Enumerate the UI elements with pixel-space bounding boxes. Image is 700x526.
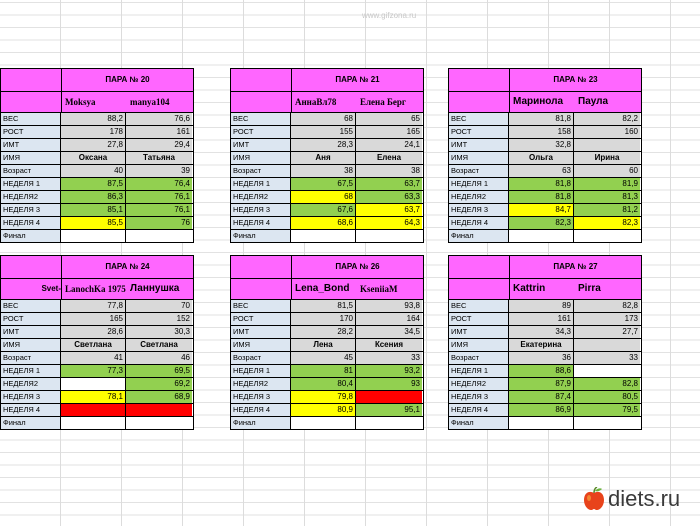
pair-block-20: [0, 68, 194, 243]
participant-name[interactable]: Pirra: [578, 283, 601, 294]
value-cell[interactable]: 161: [126, 126, 192, 138]
value-cell[interactable]: [61, 378, 126, 390]
value-cell[interactable]: 33: [574, 352, 640, 364]
value-cell[interactable]: 68: [291, 113, 356, 125]
value-cell[interactable]: Лена: [291, 339, 356, 351]
participant-name[interactable]: manya104: [130, 97, 170, 107]
row-label[interactable]: ВЕС: [1, 300, 61, 312]
value-cell[interactable]: 82,2: [574, 113, 640, 125]
stat-row: [449, 139, 641, 152]
row-label[interactable]: Возраст: [231, 165, 291, 177]
value-cell[interactable]: [574, 339, 640, 351]
value-cell[interactable]: 81: [291, 365, 356, 377]
row-label[interactable]: НЕДЕЛЯ 3: [1, 204, 61, 216]
participant-name[interactable]: Ланнушка: [130, 283, 180, 294]
row-label[interactable]: Финал: [1, 417, 61, 429]
value-cell[interactable]: 79,5: [574, 404, 640, 416]
value-cell[interactable]: 38: [356, 165, 422, 177]
value-cell[interactable]: 88,6: [509, 365, 574, 377]
row-label[interactable]: ИМТ: [231, 326, 291, 338]
row-label[interactable]: РОСТ: [231, 313, 291, 325]
row-label[interactable]: НЕДЕЛЯ 4: [449, 404, 509, 416]
row-label[interactable]: НЕДЕЛЯ2: [449, 378, 509, 390]
stat-row: [449, 417, 641, 429]
stat-row: [1, 152, 193, 165]
value-cell[interactable]: 85,1: [61, 204, 126, 216]
value-cell[interactable]: 40: [61, 165, 126, 177]
title-lead-cell[interactable]: [1, 69, 62, 91]
row-label[interactable]: Возраст: [231, 352, 291, 364]
stat-row: [231, 391, 423, 404]
names-lead-cell[interactable]: [1, 92, 62, 112]
stat-row: [231, 152, 423, 165]
row-label[interactable]: ИМТ: [449, 326, 509, 338]
stat-row: [449, 113, 641, 126]
stat-row: [449, 204, 641, 217]
value-cell[interactable]: [356, 417, 422, 429]
names-lead-cell[interactable]: Svet-: [1, 279, 62, 299]
stat-row: [449, 152, 641, 165]
stat-row: [231, 313, 423, 326]
stat-row: [231, 417, 423, 429]
participant-names-row: [449, 92, 641, 113]
stat-row: [449, 126, 641, 139]
value-cell[interactable]: 33: [356, 352, 422, 364]
stat-row: [1, 352, 193, 365]
stat-row: [231, 365, 423, 378]
participant-name[interactable]: KseniiaM: [360, 284, 398, 294]
value-cell[interactable]: Елена: [356, 152, 422, 164]
stat-row: [231, 378, 423, 391]
row-label[interactable]: Финал: [231, 417, 291, 429]
value-cell[interactable]: 30,3: [126, 326, 192, 338]
title-lead-cell[interactable]: [449, 256, 510, 278]
pair-title-row: [231, 69, 423, 92]
stat-row: [231, 178, 423, 191]
value-cell[interactable]: 76: [126, 217, 192, 229]
row-label[interactable]: НЕДЕЛЯ 4: [449, 217, 509, 229]
value-cell[interactable]: [61, 417, 126, 429]
pair-block-21: [230, 68, 424, 243]
value-cell[interactable]: 70: [126, 300, 192, 312]
value-cell[interactable]: 67,6: [291, 204, 356, 216]
value-cell[interactable]: 82,8: [574, 300, 640, 312]
names-lead-cell[interactable]: [449, 279, 510, 299]
row-label[interactable]: НЕДЕЛЯ 1: [449, 178, 509, 190]
participant-name[interactable]: Елена Берг: [360, 97, 407, 107]
value-cell[interactable]: 178: [61, 126, 126, 138]
row-label[interactable]: ИМЯ: [1, 339, 61, 351]
row-label[interactable]: ВЕС: [231, 300, 291, 312]
row-label[interactable]: ИМТ: [449, 139, 509, 151]
value-cell[interactable]: 38: [291, 165, 356, 177]
participant-name[interactable]: Паула: [578, 96, 609, 107]
value-cell[interactable]: 67,5: [291, 178, 356, 190]
value-cell[interactable]: [291, 417, 356, 429]
value-cell[interactable]: 77,3: [61, 365, 126, 377]
value-cell[interactable]: [61, 230, 126, 242]
row-label[interactable]: НЕДЕЛЯ2: [449, 191, 509, 203]
value-cell[interactable]: Ксения: [356, 339, 422, 351]
stat-row: [231, 191, 423, 204]
title-lead-cell[interactable]: [449, 69, 510, 91]
value-cell[interactable]: 93,2: [356, 365, 422, 377]
pair-title-row: [449, 69, 641, 92]
row-label[interactable]: НЕДЕЛЯ2: [1, 378, 61, 390]
value-cell[interactable]: [574, 365, 640, 377]
row-label[interactable]: НЕДЕЛЯ 3: [231, 204, 291, 216]
value-cell[interactable]: 69,5: [126, 365, 192, 377]
row-label[interactable]: НЕДЕЛЯ 3: [449, 204, 509, 216]
stat-row: [449, 191, 641, 204]
row-label[interactable]: Возраст: [449, 165, 509, 177]
diets-logo[interactable]: [583, 486, 680, 512]
value-cell[interactable]: 81,8: [509, 178, 574, 190]
stat-row: [231, 204, 423, 217]
value-cell[interactable]: Татьяна: [126, 152, 192, 164]
stat-row: [1, 191, 193, 204]
stat-row: [449, 165, 641, 178]
value-cell[interactable]: 87,5: [61, 178, 126, 190]
value-cell[interactable]: Ольга: [509, 152, 574, 164]
value-cell[interactable]: 160: [574, 126, 640, 138]
value-cell[interactable]: 68: [291, 191, 356, 203]
stat-row: [449, 313, 641, 326]
row-label[interactable]: Финал: [231, 230, 291, 242]
row-label[interactable]: Возраст: [1, 165, 61, 177]
stat-row: [1, 139, 193, 152]
row-label[interactable]: НЕДЕЛЯ 1: [1, 178, 61, 190]
names-lead-cell[interactable]: [449, 92, 510, 112]
value-cell[interactable]: Аня: [291, 152, 356, 164]
stat-row: [231, 126, 423, 139]
participant-name[interactable]: АннаВл78: [295, 97, 337, 107]
pair-title[interactable]: ПАРА № 24: [105, 262, 150, 271]
value-cell[interactable]: 80,4: [291, 378, 356, 390]
row-label[interactable]: ИМТ: [1, 139, 61, 151]
stat-row: [1, 313, 193, 326]
pair-block-24: [0, 255, 194, 430]
stat-row: [231, 339, 423, 352]
apple-icon: [583, 487, 605, 511]
value-cell[interactable]: 80,9: [291, 404, 356, 416]
value-cell[interactable]: 80,5: [574, 391, 640, 403]
participant-names-row: [1, 279, 193, 300]
participant-names-row: [231, 92, 423, 113]
stat-row: [231, 230, 423, 242]
value-cell[interactable]: 68,6: [291, 217, 356, 229]
value-cell[interactable]: 68,9: [126, 391, 192, 403]
participant-names-row: [449, 279, 641, 300]
value-cell[interactable]: [574, 230, 640, 242]
stat-row: [231, 404, 423, 417]
value-cell[interactable]: 34,5: [356, 326, 422, 338]
row-label[interactable]: Возраст: [449, 352, 509, 364]
title-lead-cell[interactable]: [231, 256, 292, 278]
value-cell[interactable]: [574, 417, 640, 429]
value-cell[interactable]: 89: [509, 300, 574, 312]
row-label[interactable]: ИМЯ: [1, 152, 61, 164]
value-cell[interactable]: 81,5: [291, 300, 356, 312]
pair-title[interactable]: ПАРА № 21: [335, 75, 380, 84]
value-cell[interactable]: 34,3: [509, 326, 574, 338]
row-label[interactable]: НЕДЕЛЯ2: [231, 378, 291, 390]
participant-name[interactable]: LanochKa 1975: [65, 284, 126, 294]
value-cell[interactable]: Екатерина: [509, 339, 574, 351]
row-label[interactable]: РОСТ: [449, 313, 509, 325]
row-label[interactable]: НЕДЕЛЯ 3: [231, 391, 291, 403]
value-cell[interactable]: 28,2: [291, 326, 356, 338]
row-label[interactable]: Финал: [1, 230, 61, 242]
stat-row: [1, 165, 193, 178]
stat-row: [231, 165, 423, 178]
value-cell[interactable]: 81,8: [509, 191, 574, 203]
value-cell[interactable]: 161: [509, 313, 574, 325]
value-cell[interactable]: [126, 230, 192, 242]
value-cell[interactable]: 64,3: [356, 217, 422, 229]
value-cell[interactable]: 41: [61, 352, 126, 364]
value-cell[interactable]: 85,5: [61, 217, 126, 229]
value-cell[interactable]: 165: [356, 126, 422, 138]
value-cell[interactable]: 76,4: [126, 178, 192, 190]
row-label[interactable]: РОСТ: [231, 126, 291, 138]
value-cell[interactable]: 86,9: [509, 404, 574, 416]
row-label[interactable]: НЕДЕЛЯ 1: [1, 365, 61, 377]
stat-row: [1, 339, 193, 352]
stat-row: [449, 300, 641, 313]
value-cell[interactable]: 63,7: [356, 178, 422, 190]
value-cell[interactable]: 155: [291, 126, 356, 138]
value-cell[interactable]: 93,8: [356, 300, 422, 312]
stat-row: [1, 404, 193, 417]
row-label[interactable]: НЕДЕЛЯ 4: [231, 404, 291, 416]
row-label[interactable]: НЕДЕЛЯ 1: [231, 178, 291, 190]
row-label[interactable]: Возраст: [1, 352, 61, 364]
value-cell[interactable]: 81,3: [574, 191, 640, 203]
row-label[interactable]: НЕДЕЛЯ 1: [231, 365, 291, 377]
value-cell[interactable]: 36: [509, 352, 574, 364]
value-cell[interactable]: [356, 391, 422, 403]
pair-title[interactable]: ПАРА № 20: [105, 75, 150, 84]
stat-row: [449, 365, 641, 378]
value-cell[interactable]: 76,6: [126, 113, 192, 125]
value-cell[interactable]: 45: [291, 352, 356, 364]
pair-title-row: [1, 256, 193, 279]
value-cell[interactable]: 93: [356, 378, 422, 390]
value-cell[interactable]: [126, 404, 192, 416]
participant-names-row: [231, 279, 423, 300]
pair-title[interactable]: ПАРА № 27: [553, 262, 598, 271]
row-label[interactable]: ИМТ: [231, 139, 291, 151]
value-cell[interactable]: 28,3: [291, 139, 356, 151]
pair-title[interactable]: ПАРА № 26: [335, 262, 380, 271]
value-cell[interactable]: [509, 417, 574, 429]
stat-row: [449, 391, 641, 404]
value-cell[interactable]: 78,1: [61, 391, 126, 403]
value-cell[interactable]: 81,2: [574, 204, 640, 216]
value-cell[interactable]: 79,8: [291, 391, 356, 403]
row-label[interactable]: НЕДЕЛЯ 3: [449, 391, 509, 403]
value-cell[interactable]: 32,8: [509, 139, 574, 151]
value-cell[interactable]: 77,8: [61, 300, 126, 312]
row-label[interactable]: ИМЯ: [231, 152, 291, 164]
participant-name[interactable]: Lena_Bond: [295, 283, 350, 294]
row-label[interactable]: РОСТ: [1, 313, 61, 325]
logo-text: diets.ru: [608, 486, 681, 511]
row-label[interactable]: ВЕС: [231, 113, 291, 125]
value-cell[interactable]: 170: [291, 313, 356, 325]
value-cell[interactable]: 84,7: [509, 204, 574, 216]
stat-row: [1, 217, 193, 230]
stat-row: [1, 391, 193, 404]
value-cell[interactable]: [356, 230, 422, 242]
stat-row: [1, 417, 193, 429]
row-label[interactable]: НЕДЕЛЯ 4: [1, 404, 61, 416]
participant-name[interactable]: Маринола: [513, 96, 564, 107]
title-lead-cell[interactable]: [1, 256, 62, 278]
stat-row: [449, 404, 641, 417]
value-cell[interactable]: 76,1: [126, 191, 192, 203]
value-cell[interactable]: 82,3: [509, 217, 574, 229]
value-cell[interactable]: 165: [61, 313, 126, 325]
value-cell[interactable]: 88,2: [61, 113, 126, 125]
value-cell[interactable]: 69,2: [126, 378, 192, 390]
stat-row: [1, 378, 193, 391]
stat-row: [231, 139, 423, 152]
stat-row: [231, 217, 423, 230]
stat-row: [449, 217, 641, 230]
row-label[interactable]: НЕДЕЛЯ2: [231, 191, 291, 203]
value-cell[interactable]: 28,6: [61, 326, 126, 338]
stat-row: [1, 365, 193, 378]
value-cell[interactable]: 46: [126, 352, 192, 364]
stat-row: [449, 339, 641, 352]
value-cell[interactable]: 63,3: [356, 191, 422, 203]
row-label[interactable]: ВЕС: [449, 300, 509, 312]
stat-row: [231, 326, 423, 339]
row-label[interactable]: Финал: [449, 230, 509, 242]
value-cell[interactable]: 152: [126, 313, 192, 325]
stat-row: [1, 178, 193, 191]
value-cell[interactable]: [509, 230, 574, 242]
stat-row: [449, 378, 641, 391]
title-lead-cell[interactable]: [231, 69, 292, 91]
pair-block-27: [448, 255, 642, 430]
value-cell[interactable]: 63,7: [356, 204, 422, 216]
value-cell[interactable]: 87,9: [509, 378, 574, 390]
value-cell[interactable]: 27,8: [61, 139, 126, 151]
row-label[interactable]: ВЕС: [449, 113, 509, 125]
pair-title-row: [449, 256, 641, 279]
row-label[interactable]: НЕДЕЛЯ2: [1, 191, 61, 203]
row-label[interactable]: Финал: [449, 417, 509, 429]
row-label[interactable]: ИМЯ: [449, 339, 509, 351]
value-cell[interactable]: Светлана: [61, 339, 126, 351]
row-label[interactable]: РОСТ: [1, 126, 61, 138]
value-cell[interactable]: 95,1: [356, 404, 422, 416]
value-cell[interactable]: 173: [574, 313, 640, 325]
value-cell[interactable]: 24,1: [356, 139, 422, 151]
participant-name[interactable]: Kattrin: [513, 283, 546, 294]
value-cell[interactable]: 39: [126, 165, 192, 177]
value-cell[interactable]: [61, 404, 126, 416]
row-label[interactable]: РОСТ: [449, 126, 509, 138]
row-label[interactable]: ВЕС: [1, 113, 61, 125]
value-cell[interactable]: Оксана: [61, 152, 126, 164]
value-cell[interactable]: 86,3: [61, 191, 126, 203]
stat-row: [449, 178, 641, 191]
row-label[interactable]: НЕДЕЛЯ 4: [231, 217, 291, 229]
row-label[interactable]: НЕДЕЛЯ 1: [449, 365, 509, 377]
value-cell[interactable]: [574, 139, 640, 151]
value-cell[interactable]: 164: [356, 313, 422, 325]
stat-row: [449, 352, 641, 365]
row-label[interactable]: ИМЯ: [231, 339, 291, 351]
value-cell[interactable]: 65: [356, 113, 422, 125]
value-cell[interactable]: [126, 417, 192, 429]
stat-row: [231, 113, 423, 126]
stat-row: [1, 300, 193, 313]
row-label[interactable]: НЕДЕЛЯ 4: [1, 217, 61, 229]
value-cell[interactable]: [291, 230, 356, 242]
names-lead-cell[interactable]: [231, 279, 292, 299]
value-cell[interactable]: 82,8: [574, 378, 640, 390]
value-cell[interactable]: 60: [574, 165, 640, 177]
stat-row: [231, 352, 423, 365]
value-cell[interactable]: Светлана: [126, 339, 192, 351]
participant-names-row: [1, 92, 193, 113]
value-cell[interactable]: 81,8: [509, 113, 574, 125]
value-cell[interactable]: 87,4: [509, 391, 574, 403]
pair-title-row: [1, 69, 193, 92]
row-label[interactable]: ИМЯ: [449, 152, 509, 164]
names-lead-cell[interactable]: [231, 92, 292, 112]
participant-name[interactable]: Moksya: [65, 97, 96, 107]
row-label[interactable]: ИМТ: [1, 326, 61, 338]
stat-row: [231, 300, 423, 313]
stat-row: [1, 126, 193, 139]
stat-row: [1, 113, 193, 126]
value-cell[interactable]: 81,9: [574, 178, 640, 190]
value-cell[interactable]: 76,1: [126, 204, 192, 216]
stat-row: [449, 326, 641, 339]
stat-row: [1, 230, 193, 242]
pair-title-row: [231, 256, 423, 279]
stat-row: [1, 326, 193, 339]
stat-row: [449, 230, 641, 242]
value-cell[interactable]: 29,4: [126, 139, 192, 151]
row-label[interactable]: НЕДЕЛЯ 3: [1, 391, 61, 403]
value-cell[interactable]: 27,7: [574, 326, 640, 338]
pair-block-23: [448, 68, 642, 243]
value-cell[interactable]: 63: [509, 165, 574, 177]
stat-row: [1, 204, 193, 217]
watermark: www.gifzona.ru: [362, 11, 417, 20]
value-cell[interactable]: 82,3: [574, 217, 640, 229]
value-cell[interactable]: 158: [509, 126, 574, 138]
pair-title[interactable]: ПАРА № 23: [553, 75, 598, 84]
value-cell[interactable]: Ирина: [574, 152, 640, 164]
pair-block-26: [230, 255, 424, 430]
